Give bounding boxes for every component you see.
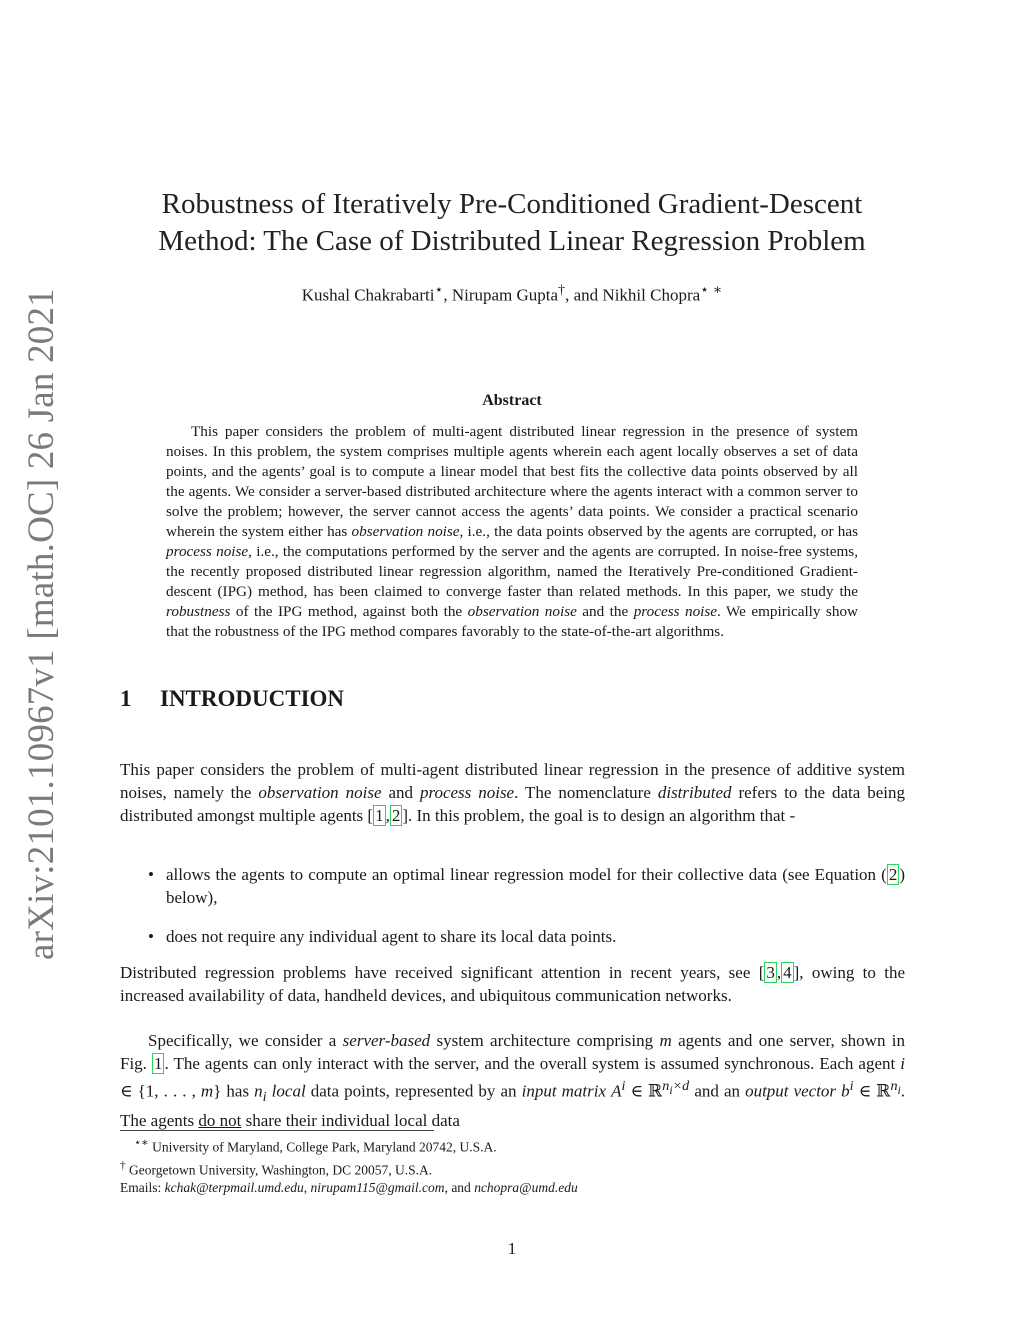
footnote-text: , and xyxy=(444,1180,475,1195)
text-run: ) below), xyxy=(166,865,905,907)
text-run: Specifically, we consider a xyxy=(148,1031,343,1050)
footnotes xyxy=(120,1134,578,1197)
bullet-icon: • xyxy=(148,927,154,946)
text-run: Distributed regression problems have received significant attention in recent years, see [ xyxy=(120,963,765,982)
abstract-text xyxy=(166,422,858,642)
emphasis: distributed xyxy=(657,783,732,802)
math-symbol: i xyxy=(900,1054,905,1073)
citation-link[interactable]: 1 xyxy=(375,806,384,825)
footnote xyxy=(120,1157,578,1180)
bullet-icon: • xyxy=(148,865,154,884)
text-run: ], owing to the increased availability of data, handheld devices, and ubiquitous communication networks. xyxy=(120,963,905,1005)
emphasis: server-based xyxy=(342,1031,431,1050)
footnote-mark: † xyxy=(120,1159,126,1172)
intro-paragraph-2 xyxy=(120,961,905,1007)
section-heading xyxy=(120,686,344,712)
citation-link[interactable]: 3 xyxy=(766,963,775,982)
goal-list xyxy=(120,863,905,964)
text-run: This paper considers the problem of multi-agent distributed linear regression in the presence of system noises. In this problem, the system comprises multiple agents wherein each agent locally observes a set of data points, and the agents’ goal is to compute a linear model that best fits the collective data points observed by all the agents. We consider a server-based distributed architecture where the agents interact with a common server to solve the problem; however, the server cannot access the agents’ data points. We consider a practical scenario wherein the system either has xyxy=(166,423,858,540)
math-superscript: n xyxy=(662,1078,670,1094)
emphasis: process noise xyxy=(166,543,249,560)
author-name: Nirupam Gupta xyxy=(451,285,559,305)
text-run: , i.e., the computations performed by the server and the agents are corrupted. In noise-free systems, the recently proposed distributed linear regression algorithm, named the Iteratively Pre-conditioned Gradient-descent (IPG) method, has been claimed to converge faster than related methods. In this paper, we study the xyxy=(166,543,858,600)
footnote-text: , xyxy=(303,1180,311,1195)
underlined-text: do not xyxy=(198,1111,242,1131)
figure-link[interactable]: 1 xyxy=(153,1054,163,1073)
text-run: ]. In this problem, the goal is to design an algorithm that - xyxy=(402,806,796,825)
math-superscript: i xyxy=(621,1078,626,1094)
emphasis: process noise xyxy=(633,603,718,620)
author-list xyxy=(100,282,924,306)
list-item xyxy=(120,863,905,909)
text-run: . The nomenclature xyxy=(514,783,658,802)
emphasis: local xyxy=(271,1081,306,1101)
affiliation-mark: † xyxy=(558,282,566,298)
footnote xyxy=(120,1179,578,1197)
text-run: ∈ ℝ xyxy=(625,1081,663,1101)
email-link[interactable]: nirupam115@gmail.com xyxy=(310,1180,445,1195)
emphasis: process noise xyxy=(419,783,515,802)
text-run: } has xyxy=(213,1081,255,1101)
emphasis: input matrix xyxy=(521,1081,606,1101)
abstract-paragraph xyxy=(166,422,858,642)
author-name: Nikhil Chopra xyxy=(602,285,701,305)
math-symbol: m xyxy=(659,1031,672,1050)
text-run: , i.e., the data points observed by the agents are corrupted, or has xyxy=(459,523,858,540)
citation-link[interactable]: 2 xyxy=(391,806,401,825)
paragraph xyxy=(120,758,905,827)
math-symbol: n xyxy=(254,1081,263,1101)
math-superscript: n xyxy=(890,1078,898,1094)
paragraph xyxy=(120,961,905,1007)
math-symbol: b xyxy=(841,1081,850,1101)
affiliation-mark: ⋆ xyxy=(434,282,444,298)
math-subscript: i xyxy=(262,1089,267,1106)
section-title: INTRODUCTION xyxy=(160,686,345,711)
math-superscript: i xyxy=(849,1078,854,1094)
text-run: agents and one server, shown in Fig. xyxy=(120,1031,906,1073)
math-subscript: i xyxy=(897,1082,901,1097)
emphasis: observation noise xyxy=(258,783,382,802)
text-run: allows the agents to compute an optimal linear regression model for their collective data (see Equation ( xyxy=(166,865,887,884)
text-run: system architecture comprising xyxy=(430,1031,660,1050)
emphasis: observation noise xyxy=(351,523,460,540)
abstract-heading: Abstract xyxy=(482,392,542,409)
title-line-2: Method: The Case of Distributed Linear Regression Problem xyxy=(158,225,866,257)
math-symbol: A xyxy=(611,1081,622,1101)
paper-title xyxy=(100,186,924,260)
footnote xyxy=(120,1134,578,1157)
email-link[interactable]: kchak@terpmail.umd.edu xyxy=(164,1180,304,1195)
emphasis: observation noise xyxy=(467,603,577,620)
text-run: does not require any individual agent to share its local data points. xyxy=(166,927,617,946)
paragraph xyxy=(120,1029,905,1132)
text-run: of the IPG method, against both the xyxy=(230,603,468,620)
footnote-text: Emails: xyxy=(120,1180,165,1195)
text-run: and xyxy=(381,783,420,802)
text-run: refers to the data being distributed amongst multiple agents [ xyxy=(120,783,906,825)
author-separator: , and xyxy=(565,285,603,305)
citation-link[interactable]: 4 xyxy=(783,963,792,982)
text-run: , xyxy=(385,806,390,825)
footnote-mark: ⋆∗ xyxy=(134,1137,149,1149)
text-run: data points, represented by an xyxy=(305,1081,522,1101)
intro-paragraph-1 xyxy=(120,758,905,827)
footnote-text: Georgetown University, Washington, DC 20057, U.S.A. xyxy=(129,1162,433,1177)
author-separator: , xyxy=(443,285,452,305)
intro-paragraph-3 xyxy=(120,1029,905,1132)
affiliation-mark: ⋆ ∗ xyxy=(700,282,723,298)
text-run: . The agents xyxy=(120,1081,906,1131)
text-run: ∈ ℝ xyxy=(853,1081,891,1101)
text-run: This paper considers the problem of multi-agent distributed linear regression in the presence of additive system noises, namely the xyxy=(120,760,905,802)
emphasis: output vector xyxy=(745,1081,837,1101)
text-run: and an xyxy=(689,1081,746,1101)
arxiv-side-stamp: arXiv:2101.10967v1 [math.OC] 26 Jan 2021 xyxy=(21,288,62,960)
author-name: Kushal Chakrabarti xyxy=(301,285,435,305)
math-subscript: i xyxy=(669,1082,673,1097)
emphasis: robustness xyxy=(166,603,231,620)
text-run: . We empirically show that the robustness of the IPG method compares favorably to the state-of-the-art algorithms. xyxy=(166,603,859,640)
text-run: ∈ {1, . . . , xyxy=(120,1081,201,1101)
page-number: 1 xyxy=(507,1239,517,1258)
title-line-1: Robustness of Iteratively Pre-Conditioned Gradient-Descent xyxy=(161,188,863,220)
footnote-divider xyxy=(120,1130,434,1131)
equation-link[interactable]: 2 xyxy=(888,865,898,884)
footnote-text: University of Maryland, College Park, Maryland 20742, U.S.A. xyxy=(152,1139,497,1155)
text-run: share their individual local data xyxy=(241,1111,460,1131)
text-run: and the xyxy=(576,603,634,620)
math-symbol: m xyxy=(200,1081,214,1101)
text-run: . The agents can only interact with the server, and the overall system is assumed synchronous. Each agent xyxy=(164,1054,901,1073)
list-item xyxy=(120,925,905,948)
email-link[interactable]: nchopra@umd.edu xyxy=(474,1180,578,1195)
text-run: , xyxy=(776,963,782,982)
section-number: 1 xyxy=(120,686,132,711)
math-superscript: ×d xyxy=(672,1078,690,1094)
